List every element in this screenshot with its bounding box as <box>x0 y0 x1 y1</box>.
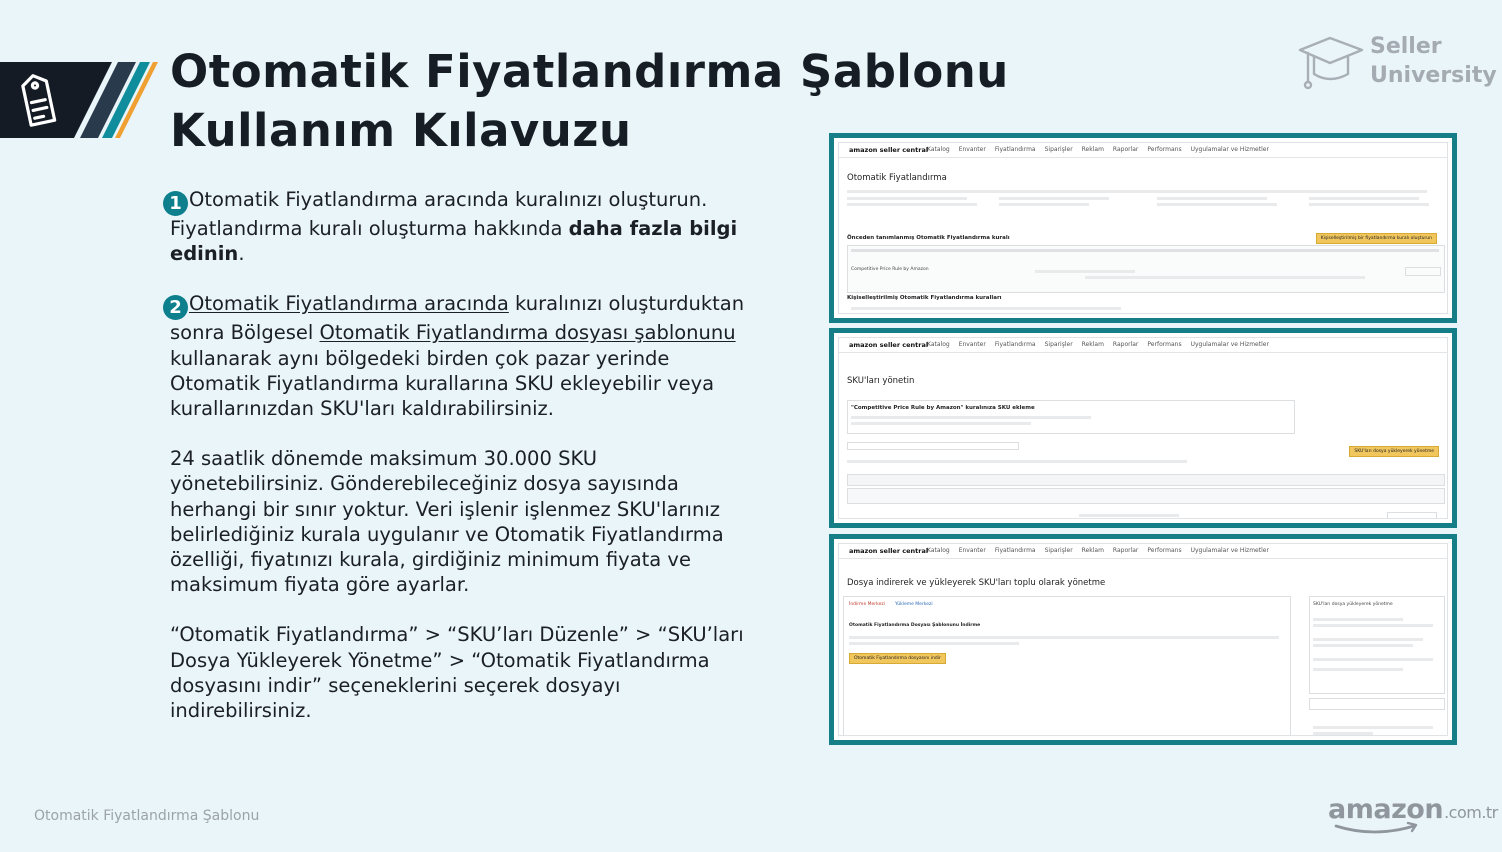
s1-row-action-button[interactable] <box>1405 267 1441 276</box>
s3-tab-upload[interactable]: Yükleme Merkezi <box>895 602 933 607</box>
footer-label: Otomatik Fiyatlandırma Şablonu <box>34 808 260 824</box>
amazon-tld: .com.tr <box>1444 803 1498 822</box>
s1-page-title: Otomatik Fiyatlandırma <box>847 173 947 183</box>
s3-side-panel-title: SKU'ları dosya yükleyerek yönetme <box>1313 602 1393 607</box>
automate-pricing-template-link[interactable]: Otomatik Fiyatlandırma dosyası şablonunu <box>319 321 736 345</box>
seller-central-topbar-2: amazon seller central Katalog Envanter Fiyatlandırma Siparişler Reklam Raporlar Performans Uygulamalar ve Hizmetler <box>839 338 1447 353</box>
step-1-end: . <box>238 242 245 266</box>
screenshot-manage-skus <box>829 328 1457 528</box>
seller-word: Seller <box>1370 34 1442 59</box>
manage-skus-upload-button[interactable]: SKU'ları dosya yükleyerek yönetme <box>1349 446 1439 457</box>
download-path-paragraph: “Otomatik Fiyatlandırma” > “SKU’ları Düzenle” > “SKU’ları Dosya Yükleyerek Yönetme” > “Otomatik Fiyatlandırma dosyasını indir” seçeneklerini seçerek dosyayı indirebilirsiniz. <box>170 623 744 723</box>
s3-page-title: Dosya indirerek ve yükleyerek SKU'ları toplu olarak yönetme <box>847 578 1106 588</box>
seller-central-topbar <box>839 143 1447 158</box>
page-title-line-1: Otomatik Fiyatlandırma Şablonu <box>170 45 1009 98</box>
s1-predefined-section: Önceden tanımlanmış Otomatik Fiyatlandırma kuralı <box>847 235 1010 241</box>
s3-tab-download[interactable]: İndirme Merkezi <box>849 602 885 607</box>
s2-box-title: "Competitive Price Rule by Amazon" kuralınıza SKU ekleme <box>851 405 1035 411</box>
seller-university-logo <box>1370 32 1497 90</box>
step-2-text-a: kuralınızı oluşturduktan sonra Bölgesel <box>170 292 745 345</box>
header-band <box>0 62 160 138</box>
seller-central-topbar-3: amazon seller central Katalog Envanter Fiyatlandırma Siparişler Reklam Raporlar Performans Uygulamalar ve Hizmetler <box>839 544 1447 559</box>
automate-pricing-tool-link[interactable]: Otomatik Fiyatlandırma aracında <box>189 292 509 316</box>
step-2-badge: 2 <box>163 295 188 320</box>
s2-page-title: SKU'ları yönetin <box>847 376 915 386</box>
instructions <box>170 187 750 748</box>
amazon-word: amazon <box>1328 794 1444 825</box>
s2-search-input[interactable] <box>847 442 1019 450</box>
step-1 <box>170 187 750 266</box>
s1-rule-row: Competitive Price Rule by Amazon <box>851 267 929 272</box>
s3-section-title: Otomatik Fiyatlandırma Dosyası Şablonunu İndirme <box>849 623 981 628</box>
s1-custom-section: Kişiselleştirilmiş Otomatik Fiyatlandırma kuralları <box>847 295 1002 301</box>
screenshot-bulk-upload <box>829 534 1457 745</box>
nav-menu: Katalog Envanter Fiyatlandırma Siparişler Reklam Raporlar Performans Uygulamalar ve Hizmetler <box>927 146 1269 153</box>
university-word: University <box>1370 63 1497 88</box>
page-title-line-2: Kullanım Kılavuzu <box>170 104 632 157</box>
seller-central-logo: amazon seller central <box>849 146 929 154</box>
screenshot-automate-pricing <box>829 133 1457 323</box>
s2-pagination-select[interactable] <box>1387 512 1437 519</box>
create-custom-rule-button[interactable]: Kişiselleştirilmiş bir fiyatlandırma kuralı oluşturun <box>1316 233 1437 244</box>
step-2-text-b: kullanarak aynı bölgedeki birden çok pazar yerinde Otomatik Fiyatlandırma kurallarına SKU ekleyebilir veya kurallarınızdan SKU'ları kaldırabilirsiniz. <box>170 346 715 421</box>
step-1-badge: 1 <box>163 191 188 216</box>
s3-faq-accordion[interactable] <box>1309 698 1445 710</box>
step-1-text: Otomatik Fiyatlandırma aracında kuralınızı oluşturun. Fiyatlandırma kuralı oluşturma hakkında <box>170 188 708 240</box>
amazon-logo <box>1328 794 1498 825</box>
step-2 <box>170 291 750 421</box>
more-info-link[interactable]: daha fazla bilgi edinin <box>170 217 738 266</box>
download-template-button[interactable]: Otomatik Fiyatlandırma dosyasını indir <box>849 653 946 664</box>
sku-limit-paragraph: 24 saatlik dönemde maksimum 30.000 SKU yönetebilirsiniz. Gönderebileceğiniz dosya sayısında herhangi bir sınır yoktur. Veri işlenir işlenmez SKU'larınız belirlediğiniz kurala uygulanır ve Otomatik Fiyatlandırma özelliği, fiyatınızı kurala, girdiğiniz minimum fiyata ve maksimum fiyata göre ayarlar. <box>170 447 724 597</box>
